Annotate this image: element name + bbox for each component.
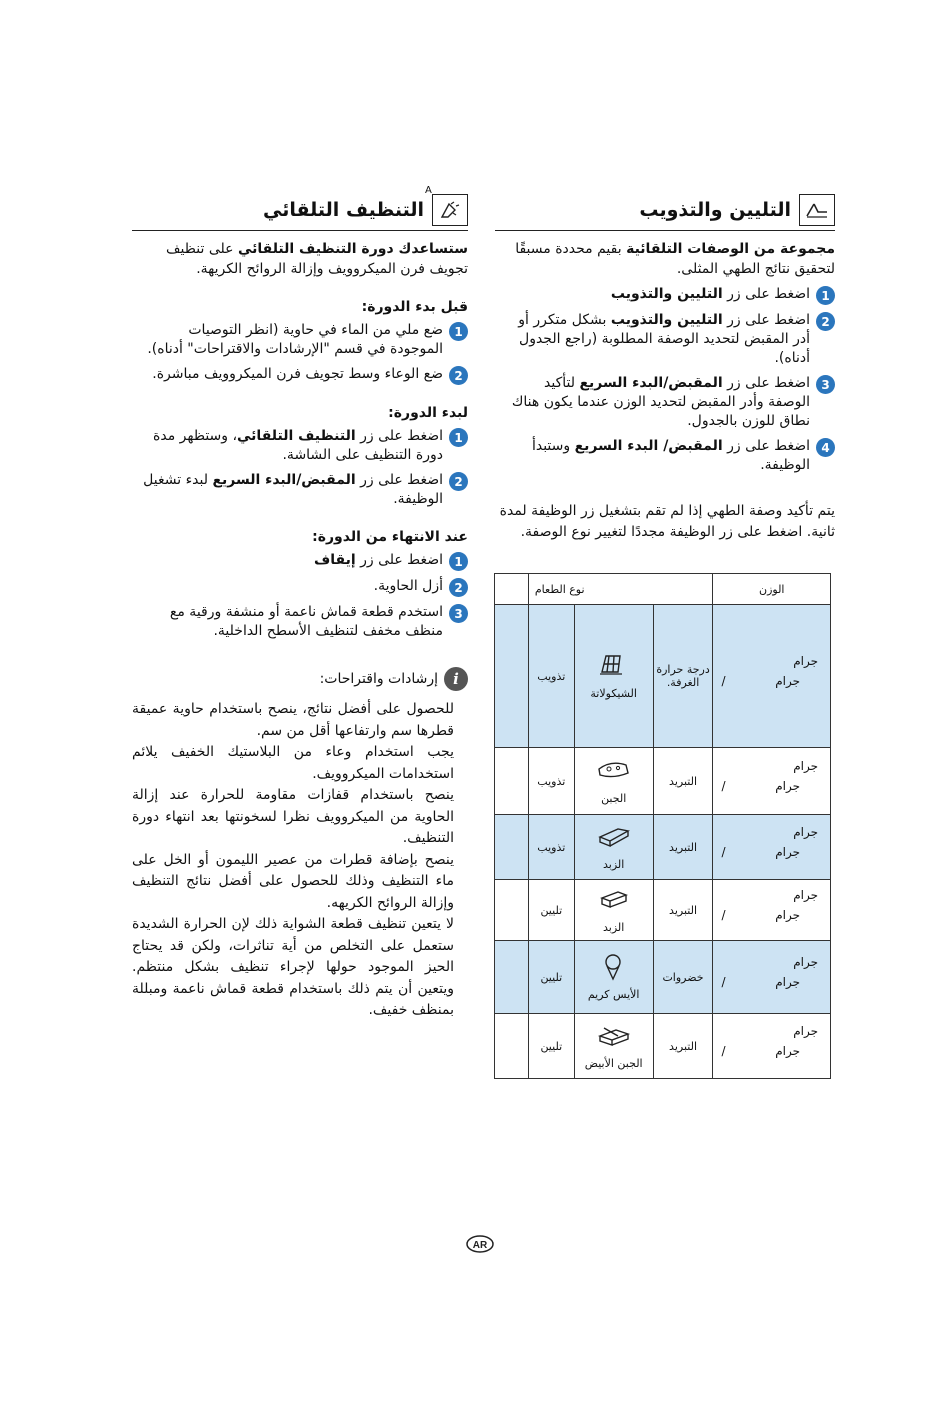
weight-header: الوزن [713, 574, 831, 605]
weight-range-slash: / [721, 845, 726, 859]
ice-cream-icon [596, 953, 632, 984]
weight-cell [713, 941, 831, 1014]
step-text: ضع الوعاء وسط تجويف فرن الميكروويف مباشرة. [152, 366, 443, 382]
before-cycle-heading: قبل بدء الدورة: [361, 299, 468, 315]
food-cell [574, 880, 653, 941]
step-item [132, 577, 468, 597]
weight-cell [713, 815, 831, 880]
auto-clean-header [132, 185, 468, 231]
start-cycle-steps [132, 427, 468, 509]
weight-min-unit: جرام [793, 654, 818, 668]
food-label: الجبن [601, 792, 627, 805]
weight-cell [713, 748, 831, 815]
step-number-icon: 3 [816, 375, 835, 394]
step-item [132, 427, 468, 465]
table-header-row [495, 574, 831, 605]
food-cell [574, 1014, 653, 1079]
table-row [495, 1014, 831, 1079]
weight-min-unit: جرام [793, 955, 818, 969]
step-text: اضغط على زر المقبض/البدء السريع لتأكيد الوصفة وأدر المقبض لتحديد الوزن عندما يكون هناك نطاق للوزن بالجدول. [511, 375, 810, 429]
soften-melt-icon [799, 194, 835, 226]
butter-icon [596, 823, 632, 854]
auto-clean-section [132, 185, 468, 1022]
auto-clean-intro: ستساعدك دورة التنظيف التلقائي على تنظيف تجويف فرن الميكروويف وإزالة الروائح الكريهة. [166, 241, 468, 277]
auto-clean-icon: A [432, 194, 468, 226]
step-number-icon: 1 [449, 552, 468, 571]
temperature-cell: درجة حرارة الغرفة. [653, 605, 713, 748]
weight-min-unit: جرام [793, 888, 818, 902]
svg-text:AR: AR [472, 1240, 488, 1251]
weight-range-slash: / [721, 975, 726, 989]
step-item [495, 285, 835, 305]
temperature-cell: التبريد [653, 880, 713, 941]
mode-cell: تليين [528, 941, 574, 1014]
chocolate-icon [596, 652, 632, 683]
weight-cell [713, 1014, 831, 1079]
step-number-icon: 2 [449, 366, 468, 385]
temperature-cell: التبريد [653, 1014, 713, 1079]
empty-cell [495, 748, 529, 815]
mode-cell: تذويب [528, 748, 574, 815]
cream-cheese-icon [596, 1022, 632, 1053]
weight-cell [713, 605, 831, 748]
auto-clean-title: التنظيف التلقائي [263, 199, 424, 221]
weight-min-unit: جرام [793, 1024, 818, 1038]
mode-cell: تليين [528, 880, 574, 941]
info-icon: i [444, 667, 468, 691]
soften-melt-note: يتم تأكيد وصفة الطهي إذا لم تقم بتشغيل زر الوظيفة لمدة ثانية. اضغط على زر الوظيفة مجددًا لتغيير نوع الوصفة. [499, 503, 835, 540]
food-cell [574, 941, 653, 1014]
food-cell [574, 815, 653, 880]
cheese-icon [596, 757, 632, 788]
end-cycle-steps [132, 551, 468, 641]
table-row [495, 605, 831, 748]
step-number-icon: 1 [449, 322, 468, 341]
start-cycle-heading: لبدء الدورة: [388, 405, 468, 421]
step-item [132, 603, 468, 641]
step-number-icon: 4 [816, 438, 835, 457]
weight-max-unit: جرام [775, 779, 800, 793]
soften-melt-steps [495, 285, 835, 475]
tips-heading: i إرشادات واقتراحات: [132, 667, 468, 691]
step-text: اضغط على زر التليين والتذويب بشكل متكرر أو أدر المقبض لتحديد الوصفة المطلوبة (راجع الجدول أدناه). [518, 312, 810, 366]
before-cycle-steps [132, 321, 468, 385]
step-text: اضغط على زر المقبض/ البدء السريع وستبدأ الوظيفة. [531, 438, 810, 473]
table-row [495, 880, 831, 941]
tip-item: ينصح بإضافة قطرات من عصير الليمون أو الخل على ماء التنظيف وذلك للحصول على أفضل نتائج التنظيف وإزالة الروائح الكريهه. [132, 851, 454, 911]
step-number-icon: 1 [449, 428, 468, 447]
tip-item: يجب استخدام وعاء من البلاستيك الخفيف يلائم استخدامات الميكروويف. [132, 744, 454, 782]
step-number-icon: 2 [449, 578, 468, 597]
food-label: الزبد [603, 858, 625, 871]
food-label: الزبد [603, 921, 625, 934]
step-number-icon: 2 [449, 472, 468, 491]
weight-cell [713, 880, 831, 941]
temperature-cell: خضروات [653, 941, 713, 1014]
soften-melt-section [495, 190, 835, 543]
weight-max-unit: جرام [775, 1044, 800, 1058]
butter-block-icon [596, 886, 632, 917]
weight-range-slash: / [721, 674, 726, 688]
empty-cell [495, 1014, 529, 1079]
food-type-header: نوع الطعام [528, 574, 713, 605]
table-row [495, 748, 831, 815]
language-badge [465, 1234, 495, 1254]
table-row [495, 941, 831, 1014]
weight-range-slash: / [721, 908, 726, 922]
soften-melt-intro: مجموعة من الوصفات التلقائية بقيم محددة مسبقًا لتحقيق نتائج الطهي المثلى. [515, 241, 835, 277]
tip-item: للحصول على أفضل نتائج، ينصح باستخدام حاوية عميقة قطرها سم وارتفاعها أقل من سم. [132, 701, 454, 739]
tip-item: ينصح باستخدام قفازات مقاومة للحرارة عند إزالة الحاوية من الميكروويف نظرا لسخونتها بعد انتهاء دورة التنظيف. [132, 787, 454, 846]
food-cell [574, 748, 653, 815]
weight-min-unit: جرام [793, 825, 818, 839]
mode-cell: تذويب [528, 605, 574, 748]
step-number-icon: 3 [449, 604, 468, 623]
end-cycle-heading: عند الانتهاء من الدورة: [312, 529, 468, 545]
step-item [132, 551, 468, 571]
food-cell [574, 605, 653, 748]
soften-melt-table [494, 573, 831, 1079]
soften-melt-header [495, 190, 835, 231]
mode-cell: تليين [528, 1014, 574, 1079]
food-label: الجبن الأبيض [584, 1057, 643, 1070]
step-text: اضغط على زر التنظيف التلقائي، وستظهر مدة دورة التنظيف على الشاشة. [153, 428, 443, 463]
step-text: اضغط على زر إيقاف [313, 552, 443, 568]
step-item [132, 321, 468, 359]
weight-max-unit: جرام [775, 975, 800, 989]
weight-range-slash: / [721, 779, 726, 793]
step-item [495, 311, 835, 368]
step-text: أزل الحاوية. [373, 578, 443, 594]
empty-header [495, 574, 529, 605]
weight-range-slash: / [721, 1044, 726, 1058]
soften-melt-title: التليين والتذويب [639, 199, 791, 221]
step-item [495, 437, 835, 475]
empty-cell [495, 880, 529, 941]
temperature-cell: التبريد [653, 815, 713, 880]
empty-cell [495, 605, 529, 748]
mode-cell: تذويب [528, 815, 574, 880]
step-text: اضغط على زر التليين والتذويب [610, 286, 810, 302]
tips-list [132, 699, 468, 1022]
step-number-icon: 1 [816, 286, 835, 305]
tip-item: لا يتعين تنظيف قطعة الشواية ذلك لإن الحرارة الشديدة ستعمل على التخلص من أية تناثرات، ولكن قد يحتاج الحيز الموجود حولها لإجراء تنظيف بشكل منتظم. ويتعين أن يتم ذلك باستخدام قطعة قماش ناعمة ومبللة بمنظف خفيف. [132, 916, 454, 1018]
food-label: الأيس كريم [587, 988, 640, 1001]
step-item [495, 374, 835, 431]
weight-max-unit: جرام [775, 845, 800, 859]
step-item [132, 471, 468, 509]
step-text: استخدم قطعة قماش ناعمة أو منشفة ورقية مع منظف مخفف لتنظيف الأسطح الداخلية. [169, 604, 443, 639]
step-item [132, 365, 468, 385]
step-text: اضغط على زر المقبض/البدء السريع لبدء تشغيل الوظيفة. [143, 472, 443, 507]
weight-min-unit: جرام [793, 759, 818, 773]
empty-cell [495, 941, 529, 1014]
weight-max-unit: جرام [775, 674, 800, 688]
temperature-cell: التبريد [653, 748, 713, 815]
step-number-icon: 2 [816, 312, 835, 331]
empty-cell [495, 815, 529, 880]
food-label: الشيكولاتة [590, 687, 637, 700]
weight-max-unit: جرام [775, 908, 800, 922]
step-text: ضع ملي من الماء في حاوية (انظر التوصيات الموجودة في قسم "الإرشادات والاقتراحات" أدناه). [147, 322, 443, 357]
table-row [495, 815, 831, 880]
